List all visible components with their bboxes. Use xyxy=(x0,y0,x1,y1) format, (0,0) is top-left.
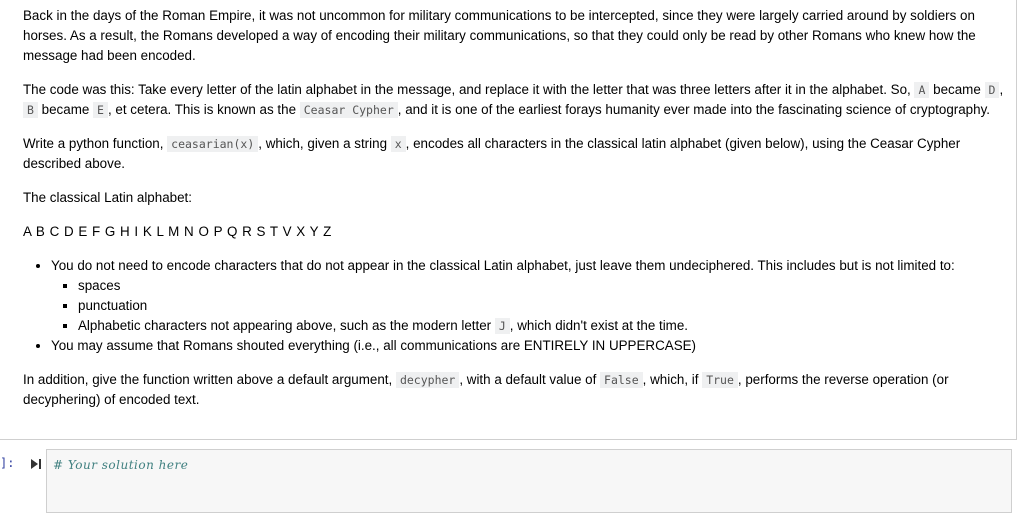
list-item xyxy=(51,256,1008,336)
inline-code: x xyxy=(391,136,406,152)
intro-paragraph: Back in the days of the Roman Empire, it was not uncommon for military communications to be intercepted, since they were largely carried around by soldiers on horses. As a result, the Romans developed a way of encoding their military communications, so that they could only be read by other Romans who knew how the message had been encoded. xyxy=(23,8,976,63)
sub-list-item: ▪ punctuation xyxy=(78,296,1008,316)
text-span: The code was this: Take every letter of the latin alphabet in the message, and replace it with the letter that was three letters after it in the alphabet. So, xyxy=(23,82,915,97)
markdown-content xyxy=(23,6,1008,410)
text-span: , with a default value of xyxy=(459,372,601,387)
inline-code: False xyxy=(600,372,643,388)
text-span: , which, if xyxy=(642,372,703,387)
text-span: , which, given a string xyxy=(258,136,391,151)
alphabet-heading: The classical Latin alphabet: xyxy=(23,190,192,205)
inline-code: D xyxy=(985,82,1000,98)
inline-code: decypher xyxy=(396,372,459,388)
cipher-explanation-paragraph xyxy=(23,80,1008,120)
text-span: Alphabetic characters not appearing above, such as the modern letter xyxy=(78,318,495,333)
text-span: In addition, give the function written above a default argument, xyxy=(23,372,396,387)
text-span: became xyxy=(929,82,985,97)
code-comment: # Your solution here xyxy=(53,458,189,472)
list-item-text: You do not need to encode characters that do not appear in the classical Latin alphabet, just leave them undeciphered. This includes but is not limited to: xyxy=(51,258,955,273)
sub-list xyxy=(51,276,1008,336)
text-span: , which didn't exist at the time. xyxy=(509,318,689,333)
text-span: , et cetera. This is known as the xyxy=(107,102,300,117)
text-span: , performs the reverse operation (or decyphering) of encoded text. xyxy=(23,372,949,407)
inline-code: Ceasar Cypher xyxy=(300,102,398,118)
text-span: became xyxy=(37,102,94,117)
inline-code: B xyxy=(23,102,38,118)
text-span: , and it is one of the earliest forays humanity ever made into the fascinating science of cryptography. xyxy=(397,102,990,117)
inline-code: True xyxy=(702,372,738,388)
inline-code: ceasarian(x) xyxy=(167,136,258,152)
text-span: , encodes all characters in the classical latin alphabet (given below), using the Ceasar Cypher described above. xyxy=(23,136,961,171)
requirements-list xyxy=(23,256,1008,356)
inline-code: A xyxy=(914,82,929,98)
sub-list-item xyxy=(78,316,1008,336)
alphabet-text: A B C D E F G H I K L M N O P Q R S T V X Y Z xyxy=(23,224,332,239)
sub-list-item: ▪ spaces xyxy=(78,276,1008,296)
code-cell[interactable] xyxy=(0,448,1024,516)
inline-code: E xyxy=(93,102,108,118)
text-span: Write a python function, xyxy=(23,136,168,151)
list-item: • You may assume that Romans shouted everything (i.e., all communications are ENTIRELY IN UPPERCASE) xyxy=(51,336,1008,356)
inline-code: J xyxy=(495,318,510,334)
run-cell-icon[interactable] xyxy=(30,458,42,470)
task-paragraph xyxy=(23,134,1008,174)
input-prompt: ]: xyxy=(0,456,15,470)
text-span: , xyxy=(999,82,1004,97)
default-argument-paragraph xyxy=(23,370,1008,410)
code-editor[interactable] xyxy=(46,449,1012,513)
